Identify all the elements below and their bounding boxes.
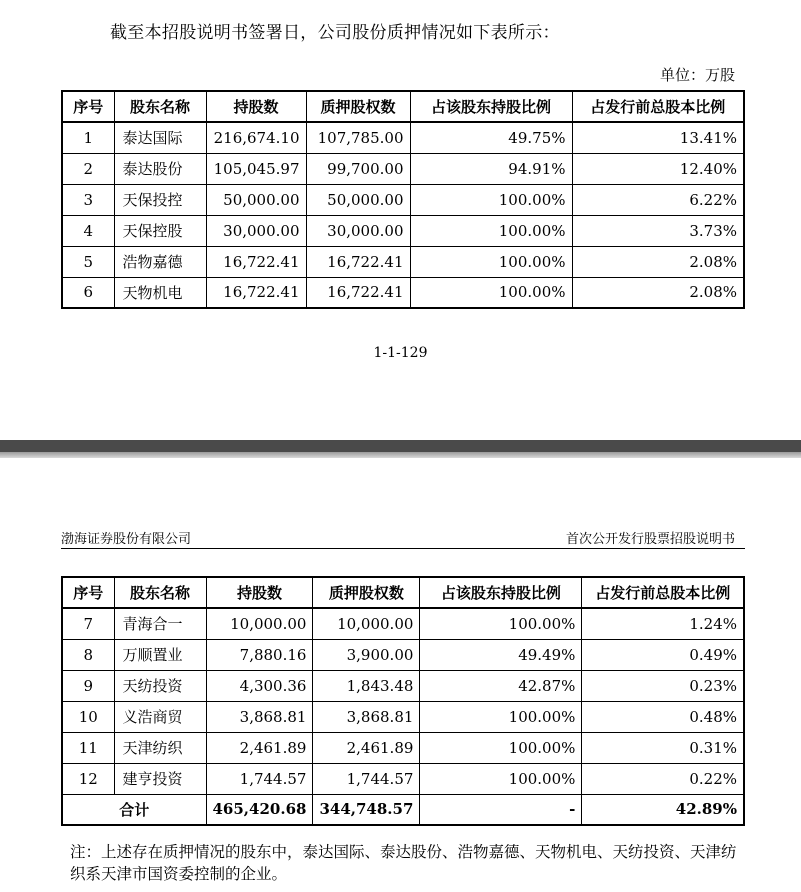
cell-total-ratio: 0.22%	[582, 763, 744, 794]
cell-total-ratio: 0.48%	[582, 701, 744, 732]
cell-shares: 2,461.89	[206, 732, 313, 763]
cell-total-ratio: 2.08%	[572, 277, 744, 308]
cell-shareholder-name: 建亨投资	[114, 763, 206, 794]
document-page-2	[0, 458, 801, 892]
cell-pledged-shares: 1,744.57	[313, 763, 420, 794]
cell-index: 10	[62, 701, 114, 732]
intro-text: 截至本招股说明书签署日，公司股份质押情况如下表所示：	[110, 23, 560, 43]
cell-shareholder-name: 浩物嘉德	[114, 246, 206, 277]
cell-shares: 3,868.81	[206, 701, 313, 732]
total-ratio: 42.89%	[582, 794, 744, 825]
pledge-table-part-1	[61, 90, 745, 309]
cell-pledged-shares: 2,461.89	[313, 732, 420, 763]
cell-shares: 105,045.97	[206, 153, 306, 184]
page-number: 1-1-129	[373, 345, 428, 361]
header-pledged: 质押股权数	[313, 577, 420, 608]
total-label: 合计	[62, 794, 206, 825]
cell-holder-ratio: 100.00%	[420, 732, 582, 763]
cell-shares: 7,880.16	[206, 639, 313, 670]
cell-total-ratio: 2.08%	[572, 246, 744, 277]
cell-holder-ratio: 100.00%	[410, 215, 572, 246]
unit-label: 单位：万股	[659, 66, 735, 84]
cell-pledged-shares: 3,868.81	[313, 701, 420, 732]
cell-holder-ratio: 49.49%	[420, 639, 582, 670]
cell-shareholder-name: 天保控股	[114, 215, 206, 246]
cell-shares: 1,744.57	[206, 763, 313, 794]
cell-total-ratio: 0.31%	[582, 732, 744, 763]
cell-pledged-shares: 99,700.00	[306, 153, 410, 184]
cell-holder-ratio: 94.91%	[410, 153, 572, 184]
table-total-row	[62, 794, 744, 825]
cell-shareholder-name: 青海合一	[114, 608, 206, 639]
cell-index: 2	[62, 153, 114, 184]
table-body-part-2	[62, 608, 744, 794]
cell-shares: 216,674.10	[206, 122, 306, 153]
cell-index: 11	[62, 732, 114, 763]
cell-shareholder-name: 天物机电	[114, 277, 206, 308]
cell-holder-ratio: 100.00%	[410, 184, 572, 215]
cell-index: 1	[62, 122, 114, 153]
cell-index: 3	[62, 184, 114, 215]
cell-pledged-shares: 107,785.00	[306, 122, 410, 153]
page-separator	[0, 440, 801, 458]
cell-total-ratio: 12.40%	[572, 153, 744, 184]
header-name: 股东名称	[114, 91, 206, 122]
table-row	[62, 184, 744, 215]
table-row	[62, 277, 744, 308]
table-row	[62, 246, 744, 277]
header-holder-ratio: 占该股东持股比例	[420, 577, 582, 608]
table-body-part-1	[62, 122, 744, 308]
table-row	[62, 639, 744, 670]
cell-shareholder-name: 天保投控	[114, 184, 206, 215]
cell-index: 12	[62, 763, 114, 794]
cell-total-ratio: 1.24%	[582, 608, 744, 639]
cell-shares: 16,722.41	[206, 246, 306, 277]
cell-index: 4	[62, 215, 114, 246]
header-shares: 持股数	[206, 91, 306, 122]
cell-shareholder-name: 泰达股份	[114, 153, 206, 184]
table-row	[62, 701, 744, 732]
cell-pledged-shares: 10,000.00	[313, 608, 420, 639]
header-doc-title: 首次公开发行股票招股说明书	[565, 532, 735, 547]
cell-shares: 50,000.00	[206, 184, 306, 215]
cell-holder-ratio: 100.00%	[420, 763, 582, 794]
cell-index: 9	[62, 670, 114, 701]
cell-total-ratio: 6.22%	[572, 184, 744, 215]
footnote: 注：上述存在质押情况的股东中，泰达国际、泰达股份、浩物嘉德、天物机电、天纺投资、天津纺织系天津市国资委控制的企业。	[70, 843, 737, 883]
table-header-row	[62, 91, 744, 122]
cell-holder-ratio: 100.00%	[420, 701, 582, 732]
cell-shares: 16,722.41	[206, 277, 306, 308]
cell-shareholder-name: 万顺置业	[114, 639, 206, 670]
table-row	[62, 670, 744, 701]
cell-shareholder-name: 泰达国际	[114, 122, 206, 153]
document-page-1	[0, 0, 801, 440]
table-row	[62, 732, 744, 763]
header-index: 序号	[62, 91, 114, 122]
cell-pledged-shares: 16,722.41	[306, 277, 410, 308]
cell-pledged-shares: 1,843.48	[313, 670, 420, 701]
header-company: 渤海证券股份有限公司	[61, 532, 192, 547]
cell-total-ratio: 3.73%	[572, 215, 744, 246]
header-shares: 持股数	[206, 577, 313, 608]
cell-holder-ratio: 100.00%	[410, 246, 572, 277]
header-total-ratio: 占发行前总股本比例	[572, 91, 744, 122]
cell-index: 8	[62, 639, 114, 670]
cell-holder-ratio: 100.00%	[410, 277, 572, 308]
table-row	[62, 608, 744, 639]
cell-pledged-shares: 30,000.00	[306, 215, 410, 246]
cell-shareholder-name: 天纺投资	[114, 670, 206, 701]
cell-shareholder-name: 义浩商贸	[114, 701, 206, 732]
cell-index: 5	[62, 246, 114, 277]
cell-holder-ratio: 42.87%	[420, 670, 582, 701]
header-name: 股东名称	[114, 577, 206, 608]
cell-total-ratio: 0.49%	[582, 639, 744, 670]
cell-pledged-shares: 3,900.00	[313, 639, 420, 670]
cell-pledged-shares: 50,000.00	[306, 184, 410, 215]
cell-total-ratio: 13.41%	[572, 122, 744, 153]
cell-shares: 10,000.00	[206, 608, 313, 639]
table-row	[62, 122, 744, 153]
page-header	[61, 528, 745, 549]
total-shares: 465,420.68	[206, 794, 313, 825]
cell-index: 6	[62, 277, 114, 308]
pledge-table-part-2	[61, 576, 745, 826]
cell-holder-ratio: 100.00%	[420, 608, 582, 639]
cell-shareholder-name: 天津纺织	[114, 732, 206, 763]
cell-pledged-shares: 16,722.41	[306, 246, 410, 277]
table-header-row	[62, 577, 744, 608]
total-pledged: 344,748.57	[313, 794, 420, 825]
header-total-ratio: 占发行前总股本比例	[582, 577, 744, 608]
cell-holder-ratio: 49.75%	[410, 122, 572, 153]
cell-shares: 30,000.00	[206, 215, 306, 246]
cell-total-ratio: 0.23%	[582, 670, 744, 701]
cell-shares: 4,300.36	[206, 670, 313, 701]
header-holder-ratio: 占该股东持股比例	[410, 91, 572, 122]
table-row	[62, 763, 744, 794]
header-pledged: 质押股权数	[306, 91, 410, 122]
table-row	[62, 215, 744, 246]
total-holder-ratio: -	[420, 794, 582, 825]
header-index: 序号	[62, 577, 114, 608]
table-row	[62, 153, 744, 184]
cell-index: 7	[62, 608, 114, 639]
